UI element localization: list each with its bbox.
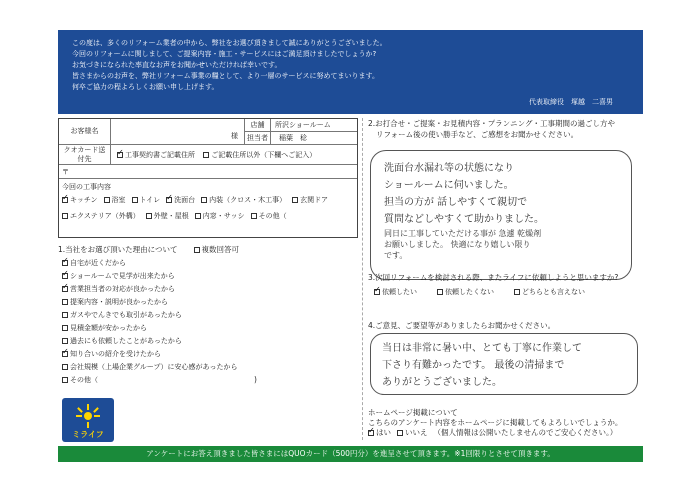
checkbox[interactable]: [62, 197, 68, 203]
q1-title: 1.当社をお選び頂いた理由について: [58, 245, 178, 254]
work-items: [62, 195, 354, 221]
checkbox[interactable]: [201, 197, 207, 203]
checkbox[interactable]: [62, 325, 68, 331]
name-field[interactable]: [111, 119, 245, 144]
divider: [362, 118, 363, 440]
q1-option[interactable]: 提案内容・説明が良かったから: [62, 298, 168, 306]
checkbox[interactable]: [195, 213, 201, 219]
checkbox[interactable]: [514, 289, 520, 295]
checkbox[interactable]: [117, 152, 123, 158]
checkbox[interactable]: [62, 364, 68, 370]
checkbox[interactable]: [62, 213, 68, 219]
q4-answer-line: 下さり有難かったです。 最後の清掃まで: [382, 360, 565, 371]
q2-answer-line: お願いしました。 快適になり嬉しい限り: [384, 240, 531, 249]
customer-form: [58, 118, 358, 238]
q3-options: [374, 287, 591, 297]
name-label: お客様名: [59, 119, 111, 144]
q4-answer: [382, 340, 638, 391]
q2-title-2: リフォーム後の使い勝手など、ご感想をお聞かせください。: [376, 130, 579, 139]
question-1: [58, 244, 358, 385]
mirife-logo: [62, 398, 114, 442]
q1-item[interactable]: [62, 323, 358, 333]
q1-item[interactable]: [62, 284, 358, 294]
work-item[interactable]: ✓キッチン: [62, 195, 98, 205]
quo-row: [59, 145, 357, 165]
q2-answer-line: です。: [384, 251, 408, 260]
footer-banner: アンケートにお答え頂きました皆さまにはQUOカード（500円分）を進呈させて頂きます。※1回限りとさせて頂きます。: [58, 446, 643, 462]
work-item[interactable]: エクステリア（外構）: [62, 211, 140, 221]
work-item[interactable]: 浴室: [104, 195, 126, 205]
q3-option[interactable]: どちらとも言えない: [514, 287, 585, 297]
q3-option[interactable]: ✓依頼したい: [374, 287, 417, 297]
checkbox[interactable]: [62, 286, 68, 292]
intro-line: 皆さまからのお声を、弊社リフォーム事業の糧として、より一層のサービスに努めてまいります。: [72, 72, 379, 80]
q2-answer-line: 同日に工事していただける事が 急遽 乾燥剤: [384, 229, 542, 238]
intro-signature: 代表取締役 塚越 二喜男: [529, 98, 613, 106]
store-value: 所沢ショールーム: [275, 121, 331, 129]
checkbox[interactable]: [374, 289, 380, 295]
q1-option[interactable]: 会社規模（上場企業グループ）に安心感があったから: [62, 363, 237, 371]
intro-banner: [58, 30, 643, 114]
q1-item[interactable]: [62, 297, 358, 307]
intro-line: 何卒ご協力の程よろしくお願い申し上げます。: [72, 83, 219, 91]
q1-item[interactable]: [62, 362, 358, 372]
quo-options: [111, 150, 357, 160]
checkbox[interactable]: [437, 289, 443, 295]
intro-line: 今回のリフォームに関しまして、ご提案内容・施工・サービスにはご満足頂けましたでしょうか?: [72, 50, 377, 58]
staff-value: 稲葉 稔: [279, 134, 307, 142]
hp-note: （個人情報は公開いたしませんのでご安心ください。）: [433, 428, 618, 437]
work-item[interactable]: 外壁・屋根: [146, 211, 189, 221]
intro-line: お気づきになられた率直なお声をお聞かせいただければ幸いです。: [72, 61, 282, 69]
checkbox[interactable]: [62, 338, 68, 344]
q1-item[interactable]: [62, 375, 358, 385]
quo-option-1[interactable]: ✓ 工事契約書ご記載住所: [117, 151, 195, 159]
intro-line: この度は、多くのリフォーム業者の中から、弊社をお選び頂きまして誠にありがとうございました。: [72, 39, 387, 47]
q1-item[interactable]: [62, 349, 358, 359]
checkbox[interactable]: [62, 299, 68, 305]
checkbox[interactable]: [62, 312, 68, 318]
q4-answer-line: 当日は非常に暑い中、とても丁寧に作業して: [382, 343, 582, 354]
hp-section: [368, 408, 622, 438]
q1-option[interactable]: ✓知り合いの紹介を受けたから: [62, 350, 161, 358]
right-column: [368, 118, 644, 140]
checkbox[interactable]: [203, 152, 209, 158]
q2-answer-line: ショールームに伺いました。: [384, 180, 514, 191]
checkbox[interactable]: [104, 197, 110, 203]
name-suffix: 様: [231, 132, 238, 140]
q1-item[interactable]: [62, 310, 358, 320]
q1-option[interactable]: ガスやでんきでも取引があったから: [62, 311, 182, 319]
sun-icon: [76, 404, 100, 428]
q1-option[interactable]: ✓ショールームで見学が出来たから: [62, 272, 175, 280]
checkbox[interactable]: [62, 273, 68, 279]
checkbox[interactable]: [132, 197, 138, 203]
hp-no[interactable]: いいえ: [397, 428, 428, 438]
postal-row[interactable]: [59, 165, 357, 179]
work-item[interactable]: 内窓・サッシ: [195, 211, 245, 221]
work-title: 今回の工事内容: [62, 183, 111, 191]
checkbox[interactable]: [62, 351, 68, 357]
work-item[interactable]: ✓ 洗面台: [166, 195, 195, 205]
work-item[interactable]: トイレ: [132, 195, 161, 205]
q2-answer-line: 洗面台水漏れ等の状態になり: [384, 163, 514, 174]
q4-answer-line: ありがとうございました。: [382, 377, 502, 388]
q4-title: 4.ご意見、ご要望等がありましたらお聞かせください。: [368, 321, 556, 330]
work-item[interactable]: その他（: [251, 211, 287, 221]
q1-item[interactable]: [62, 258, 358, 268]
q2-answer-line: 質問などしやすくて助かりました。: [384, 214, 544, 225]
checkbox[interactable]: [292, 197, 298, 203]
postal-mark: 〒: [62, 167, 69, 176]
work-item[interactable]: 内装（クロス・木工事）: [201, 195, 286, 205]
left-column: [58, 118, 358, 385]
name-row: [59, 119, 357, 145]
checkbox[interactable]: [166, 197, 172, 203]
close-paren: ): [254, 375, 257, 384]
q1-option[interactable]: その他（: [62, 376, 98, 384]
quo-option-2[interactable]: ご記載住所以外（下欄へご記入）: [203, 151, 316, 159]
checkbox[interactable]: [251, 213, 257, 219]
q1-item[interactable]: [62, 271, 358, 281]
q1-items: [58, 258, 358, 385]
hp-text: こちらのアンケート内容をホームページに掲載してもよろしいでしょうか。: [368, 418, 623, 427]
q3-option[interactable]: 依頼したくない: [437, 287, 494, 297]
checkbox[interactable]: [62, 377, 68, 383]
store-label: 店舗: [245, 119, 271, 131]
q1-item[interactable]: [62, 336, 358, 346]
q1-option[interactable]: ✓自宅が近くだから: [62, 259, 126, 267]
work-item[interactable]: 玄関ドア: [292, 195, 328, 205]
checkbox[interactable]: [62, 260, 68, 266]
q2-answer: [384, 160, 634, 261]
q1-option[interactable]: 過去にも依頼したことがあったから: [62, 337, 182, 345]
checkbox[interactable]: [146, 213, 152, 219]
q2-title: 2.お打合せ・ご提案・お見積内容・プランニング・工事期間の過ごし方や: [368, 119, 616, 128]
quo-label: クオカード送付先: [59, 145, 111, 164]
hp-title: ホームページ掲載について: [368, 408, 458, 417]
q1-option[interactable]: ✓営業担当者の対応が良かったから: [62, 285, 175, 293]
store-staff: [245, 119, 357, 144]
hp-yes[interactable]: ✓はい: [368, 428, 391, 438]
staff-label: 担当者: [245, 132, 271, 144]
q3-title: 3.次回リフォームを検討される際、またライフに依頼しようと思いますか?: [368, 273, 619, 282]
q1-option[interactable]: 見積金額が安かったから: [62, 324, 147, 332]
work-row: [59, 179, 357, 237]
logo-text: ミライフ: [72, 430, 104, 439]
q2-answer-line: 担当の方が 話しやすくて親切で: [384, 197, 528, 208]
q1-multi: 複数回答可: [194, 244, 240, 255]
